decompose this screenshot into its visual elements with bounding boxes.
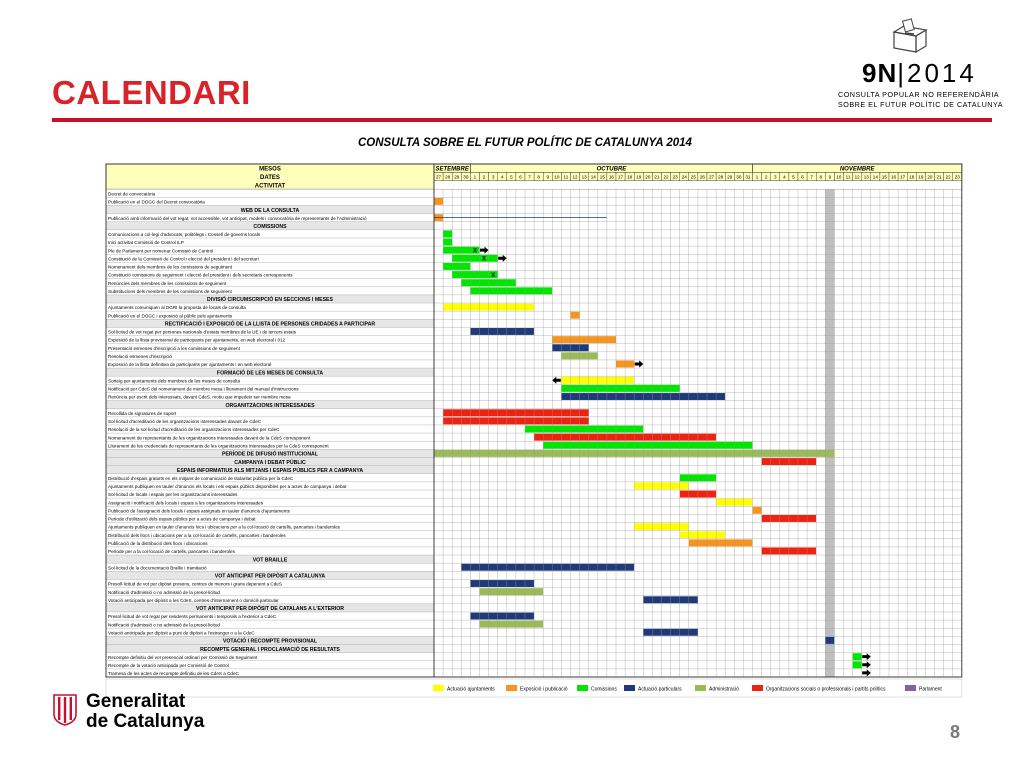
- section-label: VOT ANTICIPAT PER DIPÒSIT A CATALUNYA: [214, 573, 326, 580]
- section-label: RECTIFICACIÓ I EXPOSICIÓ DE LA LLISTA DE PERSONES CRIDADES A PARTICIPAR: [164, 321, 376, 328]
- activity-label: Constitució de la Comissió de Control i elecció del president i del secretari: [108, 256, 259, 262]
- day-label: 15: [599, 174, 605, 180]
- activity-label: Publicació de la distribució dels llocs i ubicacions: [108, 540, 208, 546]
- activity-label: Ajuntaments publiquen en tauler d'anuncis locs i ubicacions per a la col·locació de cartells, pancartes i banderoles: [108, 524, 340, 530]
- gantt-bar: [470, 613, 534, 620]
- day-label: 23: [672, 174, 678, 180]
- day-label: 19: [918, 174, 924, 180]
- activity-label: Distribució d'espais gratuïts en els mitjans de comunicació de titularitat pública per la CdeC: [108, 475, 294, 481]
- activity-label: Sol·licitud d'acreditació de les organitzacions interessades davant de CdeC: [108, 419, 262, 425]
- gantt-bar: [689, 539, 753, 546]
- day-label: 3: [491, 174, 495, 180]
- gantt-bar: [443, 239, 452, 246]
- day-label: 1: [755, 174, 759, 180]
- activity-label: Sol·licitud de vot regat per persones nacionals d'estats membres de la UE i de tercers estats: [108, 329, 297, 335]
- day-label: 17: [900, 174, 906, 180]
- day-label: 16: [608, 174, 615, 180]
- gantt-bar: [461, 564, 634, 571]
- day-label: 20: [927, 174, 933, 180]
- day-label: 29: [727, 174, 733, 180]
- activity-label: Recompte de la votació anticipada per Comissió de Control: [108, 662, 229, 668]
- legend-swatch: [506, 685, 517, 691]
- day-label: 2: [482, 174, 486, 180]
- gantt-bar: [443, 230, 452, 237]
- gantt-bar: [434, 198, 443, 205]
- day-label: 12: [572, 174, 578, 180]
- activity-label: Nomenament dels membres de les comissions de seguiment: [108, 264, 233, 270]
- legend-label: Exposició i publicació: [520, 686, 568, 693]
- day-label: 31: [745, 174, 751, 180]
- section-label: VOT ANTICIPAT PER DIPÒSIT DE CATALANS A L'EXTERIOR: [195, 606, 345, 613]
- day-label: 26: [699, 174, 706, 180]
- activitat-spacer: [434, 181, 962, 189]
- gantt-bar: [825, 637, 834, 644]
- gantt-bar: [571, 312, 580, 319]
- day-label: 8: [537, 174, 540, 180]
- activity-label: Votació anticipada per dipòsit a les CdeS, centres d'internament o domicili particular: [108, 597, 279, 603]
- day-label: 14: [872, 174, 878, 180]
- legend-label: Administració: [709, 686, 740, 693]
- activity-label: Publicació amb informació del vot regat, vot accessible, vot anticipat, models i convocatòria de representants de l'Administració: [108, 215, 367, 221]
- activity-label: Ajuntaments comuniquen al DGRI la proposta de locals de consulta: [108, 305, 246, 311]
- activity-label: Notificació d'admissió o no admissió de la presol·licitud: [108, 589, 220, 595]
- gantt-bar: [753, 507, 762, 514]
- section-label: COMISSIONS: [253, 224, 287, 231]
- activity-label: Període per a la col·locació de cartells, pancartes i banderoles: [108, 549, 235, 555]
- activity-label: Distribució dels llocs i ubicacions per a la col·locació de cartells, pancartes i banderoles: [108, 532, 286, 538]
- day-label: 6: [801, 174, 804, 180]
- day-label: 18: [627, 174, 633, 180]
- day-label: 6: [519, 174, 522, 180]
- day-label: 10: [554, 174, 560, 180]
- x-mark: X: [491, 273, 496, 279]
- activity-label: Exposició de la llista definitiva de participants per ajuntaments i en web electoral: [108, 362, 272, 368]
- gantt-bar: [470, 328, 534, 335]
- gantt-bar: [452, 255, 498, 262]
- section-label: VOT BRAILLE: [252, 557, 288, 564]
- day-label: 22: [945, 174, 951, 180]
- gantt-bar: [853, 653, 862, 660]
- logo-9n-line2: SOBRE EL FUTUR POLÍTIC DE CATALUNYA: [838, 100, 1003, 109]
- day-label: 28: [445, 174, 451, 180]
- activity-label: Lliurament de les credencials de representants de les organitzacions interessades per la CdeS corresponent: [108, 443, 329, 449]
- day-label: 28: [718, 174, 724, 180]
- legend-label: Parlament: [919, 686, 942, 693]
- activity-label: Publicació en el DOGC del Decret convocatòria: [108, 199, 205, 205]
- day-label: 27: [435, 174, 442, 180]
- day-label: 17: [617, 174, 624, 180]
- activity-label: Ajuntaments publiquen en tauler d'anuncis els locals i els espais públics disponibles per a actes de campanya i debat: [108, 484, 347, 490]
- day-label: 7: [528, 174, 531, 180]
- day-label: 11: [845, 174, 851, 180]
- section-label: PERÍODE DE DIFUSIÓ INSTITUCIONAL: [222, 451, 318, 458]
- month-label: NOVEMBRE: [839, 166, 875, 173]
- activity-label: Presol·licitud de vot regat per residents permanents i temporals a l'exterior a CdeC: [108, 614, 277, 620]
- section-label: WEB DE LA CONSULTA: [240, 207, 300, 214]
- day-label: 4: [500, 174, 504, 180]
- legend-swatch: [577, 685, 588, 691]
- activity-label: Inici activitat Comissió de Control ILP: [108, 240, 184, 246]
- legend-label: Actuació ajuntaments: [447, 686, 495, 693]
- page-number: 8: [950, 722, 961, 742]
- day-label: 21: [936, 174, 942, 180]
- activity-label: Renúncia per escrit dels interessats, davant CdeS, motiu que impedeix ser membre mesa: [108, 394, 291, 400]
- month-label: OCTUBRE: [596, 166, 627, 173]
- legend-swatch: [752, 685, 763, 691]
- day-label: 12: [854, 174, 860, 180]
- activity-label: Ple de Parlament per nomenar Comissió de Control: [108, 248, 214, 254]
- section-label: VOTACIÓ I RECOMPTE PROVISIONAL: [222, 638, 318, 645]
- day-label: 14: [590, 174, 596, 180]
- activity-label: Assignació i notificació dels locals i espais a les organitzacions interessades: [108, 500, 263, 506]
- activity-label: Publicació de l'assignació dels locals i espais assignats en tauler d'anuncis d'ajuntaments: [108, 508, 290, 514]
- slide-title: CALENDARI: [52, 74, 251, 111]
- generalitat-logo: [52, 692, 242, 732]
- mesos-label: MESOS: [259, 166, 281, 173]
- day-label: 13: [863, 174, 869, 180]
- legend-label: Actuació particulars: [638, 686, 682, 693]
- activity-label: Decret de convocatòria: [108, 191, 156, 197]
- x-mark: X: [472, 248, 477, 255]
- activity-label: Comunicacions a col·legi d'advocats, politòlegs i Consell de governs locals: [108, 232, 261, 238]
- senyera-icon: [52, 694, 78, 726]
- month-label: SETEMBRE: [435, 166, 469, 173]
- activity-label: Sol·licitud de la documentació Braille i tramitació: [108, 565, 207, 571]
- activitat-label: ACTIVITAT: [254, 183, 286, 190]
- activity-label: Publicació en el DOGC i exposició al públic pels ajuntaments: [108, 313, 233, 319]
- day-label: 1: [473, 174, 477, 180]
- section-label: DIVISIÓ CIRCUMSCRIPCIÓ EN SECCIONS I MESES: [207, 297, 333, 304]
- gantt-bar: [543, 442, 752, 449]
- day-label: 19: [636, 174, 642, 180]
- gantt-bar: [552, 336, 616, 343]
- day-label: 9: [828, 174, 832, 180]
- activity-label: Sorteig per ajuntaments dels membres de les meses de consulta: [108, 378, 241, 384]
- day-label: 13: [581, 174, 587, 180]
- day-label: 9: [546, 174, 550, 180]
- gantt-bar: [525, 426, 643, 433]
- legend-swatch: [695, 685, 706, 691]
- activity-label: Votació anticipada per dipòsit a punt de dipòsit a l'estranger o a la CdeC: [108, 630, 255, 636]
- dates-label: DATES: [260, 175, 280, 182]
- day-label: 4: [783, 174, 786, 180]
- section-label: RECOMPTE GENERAL I PROCLAMACIÓ DE RESULTATS: [200, 646, 340, 653]
- gantt-bar: [470, 287, 552, 294]
- day-label: 21: [654, 174, 660, 180]
- activity-label: Resolució esmenes d'inscripció: [108, 354, 172, 359]
- gantt-bar: [480, 621, 544, 628]
- day-label: 2: [764, 174, 768, 180]
- logo-9n-wordmark: 9N|2014: [862, 58, 977, 88]
- section-label: ESPAIS INFORMATIUS ALS MITJANS I ESPAIS PÚBLICS PER A CAMPANYA: [176, 467, 364, 474]
- day-label: 5: [792, 174, 795, 180]
- day-label: 24: [681, 174, 687, 180]
- day-label: 27: [708, 174, 715, 180]
- activity-label: Recompte definitiu del vot presencial ordinari per Comissió de Seguiment: [108, 654, 258, 660]
- day-label: 8: [819, 174, 823, 180]
- day-label: 30: [463, 174, 469, 180]
- activity-label: Constitució comissions de seguiment i elecció del president i dels secretaris corresponents: [108, 272, 293, 278]
- gantt-bar: [470, 580, 534, 587]
- generalitat-name: Generalitat de Catalunya: [86, 691, 205, 732]
- day-label: 15: [881, 174, 888, 180]
- legend-label: Comissions: [591, 686, 617, 693]
- day-label: 23: [954, 174, 960, 180]
- legend-label: Organitzacions socials o professionals i partits polítics: [766, 686, 886, 693]
- activity-label: Resolució de la sol·licitud d'acreditació de les organitzacions interessades per CdeC: [108, 427, 280, 433]
- chart-title: CONSULTA SOBRE EL FUTUR POLÍTIC DE CATALUNYA 2014: [358, 137, 692, 149]
- gantt-bar: [853, 661, 862, 668]
- x-mark: X: [482, 256, 487, 263]
- activity-label: Recollida de signatures de suport: [108, 410, 177, 416]
- activity-label: Substitucions dels membres de les comissions de seguiment: [108, 288, 232, 294]
- gantt-bar: [480, 588, 544, 595]
- day-label: 29: [454, 174, 460, 180]
- activity-label: Nomenament de representants de les organitzacions interessades davant de la CdeS corresponent: [108, 435, 311, 441]
- day-label: 16: [890, 174, 897, 180]
- legend-swatch: [905, 685, 916, 691]
- section-label: FORMACIÓ DE LES MESES DE CONSULTA: [216, 370, 324, 377]
- activity-label: Notificació per CdeS del nomenament de membre mesa i lliurament del manual d'instruccions: [108, 386, 299, 392]
- day-label: 3: [773, 174, 777, 180]
- day-label: 10: [836, 174, 842, 180]
- day-label: 20: [645, 174, 651, 180]
- activity-label: Sol·licitud de locals i espais per les organitzacions interessades: [108, 492, 238, 498]
- section-label: CAMPANYA I DEBAT PÚBLIC: [234, 459, 306, 466]
- activity-label: Període d'utilització dels espais públics per a actes de campanya i debat: [108, 516, 256, 522]
- gantt-bar: [680, 531, 726, 538]
- activity-label: Notificació d'admissió o no admissió de la presol·licitud: [108, 622, 220, 628]
- day-label: 25: [690, 174, 696, 180]
- activity-label: Renúncies dels membres de les comissions de seguiment: [108, 280, 227, 286]
- activity-label: Tramesa de les actes de recompte definitiu de les CdeS a CdeC: [108, 671, 239, 677]
- day-label: 18: [909, 174, 915, 180]
- day-label: 7: [810, 174, 813, 180]
- day-label: 30: [736, 174, 742, 180]
- logo-9n-line1: CONSULTA POPULAR NO REFERENDÀRIA: [838, 90, 1000, 99]
- section-label: ORGANITZACIONS INTERESSADES: [225, 402, 315, 409]
- gantt-bar: [561, 385, 679, 392]
- legend-swatch: [433, 685, 444, 691]
- activity-label: Presentació esmenes d'inscripció a les comissions de seguiment: [108, 345, 240, 351]
- activity-label: Presoll·licitud de vot per dipòsit presons, centres de menors i grans depenent a CdeS: [108, 581, 282, 587]
- legend-swatch: [624, 685, 635, 691]
- day-label: 22: [663, 174, 669, 180]
- activity-label: Exposició de la llista provisional de participants per ajuntaments, en web electoral i 012: [108, 337, 286, 343]
- gantt-bar: [443, 263, 470, 270]
- day-label: 5: [510, 174, 513, 180]
- day-label: 11: [563, 174, 569, 180]
